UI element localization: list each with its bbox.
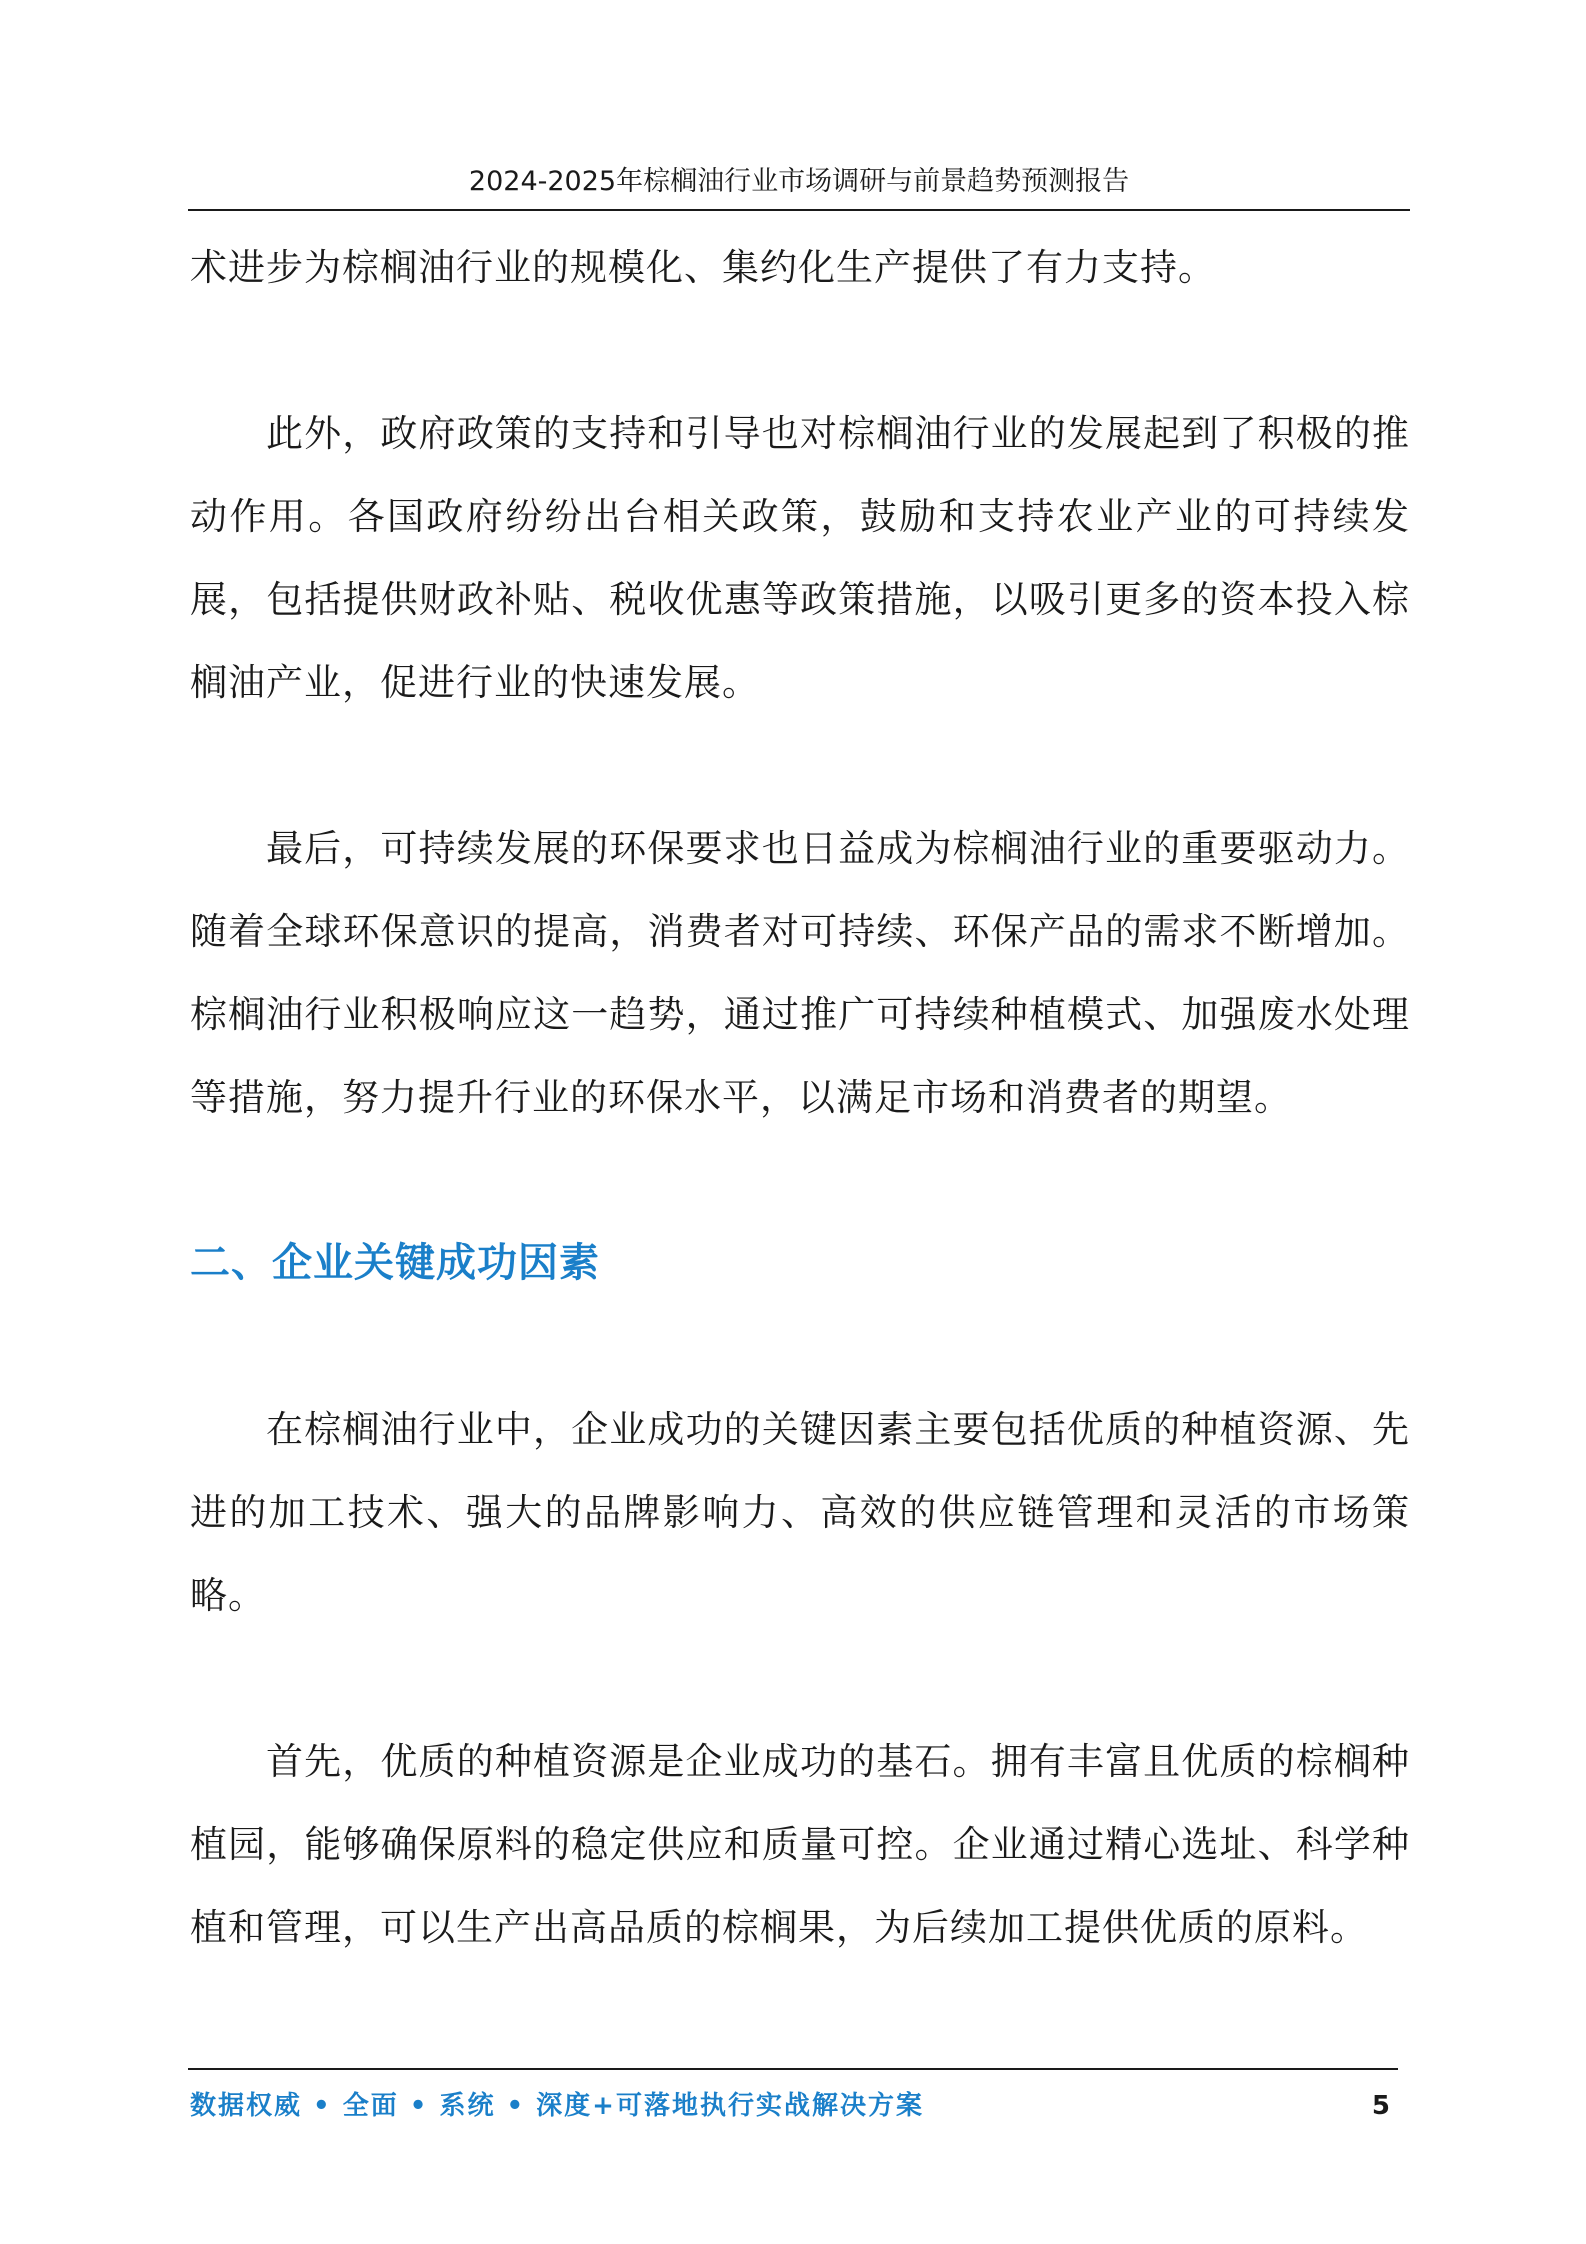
footer-divider [188, 2068, 1398, 2070]
planting-resources-paragraph: 首先，优质的种植资源是企业成功的基石。拥有丰富且优质的棕榈种植园，能够确保原料的稳定供应和质量可控。企业通过精心选址、科学种植和管理，可以生产出高品质的棕榈果，为后续加工提供优质的原料。 [190, 1740, 1410, 1949]
continuation-paragraph: 术进步为棕榈油行业的规模化、集约化生产提供了有力支持。 [190, 246, 1216, 289]
environment-paragraph: 最后，可持续发展的环保要求也日益成为棕榈油行业的重要驱动力。随着全球环保意识的提高，消费者对可持续、环保产品的需求不断增加。棕榈油行业积极响应这一趋势，通过推广可持续种植模式、加强废水处理等措施，努力提升行业的环保水平，以满足市场和消费者的期望。 [190, 827, 1410, 1119]
policy-paragraph: 此外，政府政策的支持和引导也对棕榈油行业的发展起到了积极的推动作用。各国政府纷纷出台相关政策，鼓励和支持农业产业的可持续发展，包括提供财政补贴、税收优惠等政策措施，以吸引更多的资本投入棕榈油产业，促进行业的快速发展。 [190, 412, 1410, 704]
paragraph-spacer [190, 309, 1410, 392]
paragraph-spacer [190, 1139, 1410, 1222]
paragraph-spacer [190, 724, 1410, 807]
page-body [190, 226, 1410, 1969]
report-title: 2024-2025年棕榈油行业市场调研与前景趋势预测报告 [468, 166, 1130, 197]
footer-slogan: 数据权威 • 全面 • 系统 • 深度+可落地执行实战解决方案 [190, 2091, 924, 2121]
success-factors-paragraph: 在棕榈油行业中，企业成功的关键因素主要包括优质的种植资源、先进的加工技术、强大的品牌影响力、高效的供应链管理和灵活的市场策略。 [190, 1408, 1410, 1617]
header-divider [188, 209, 1410, 211]
paragraph-spacer [190, 1637, 1410, 1720]
section-heading: 二、企业关键成功因素 [190, 1240, 600, 1286]
page-number: 5 [1371, 2091, 1390, 2121]
paragraph-spacer [190, 1305, 1410, 1388]
